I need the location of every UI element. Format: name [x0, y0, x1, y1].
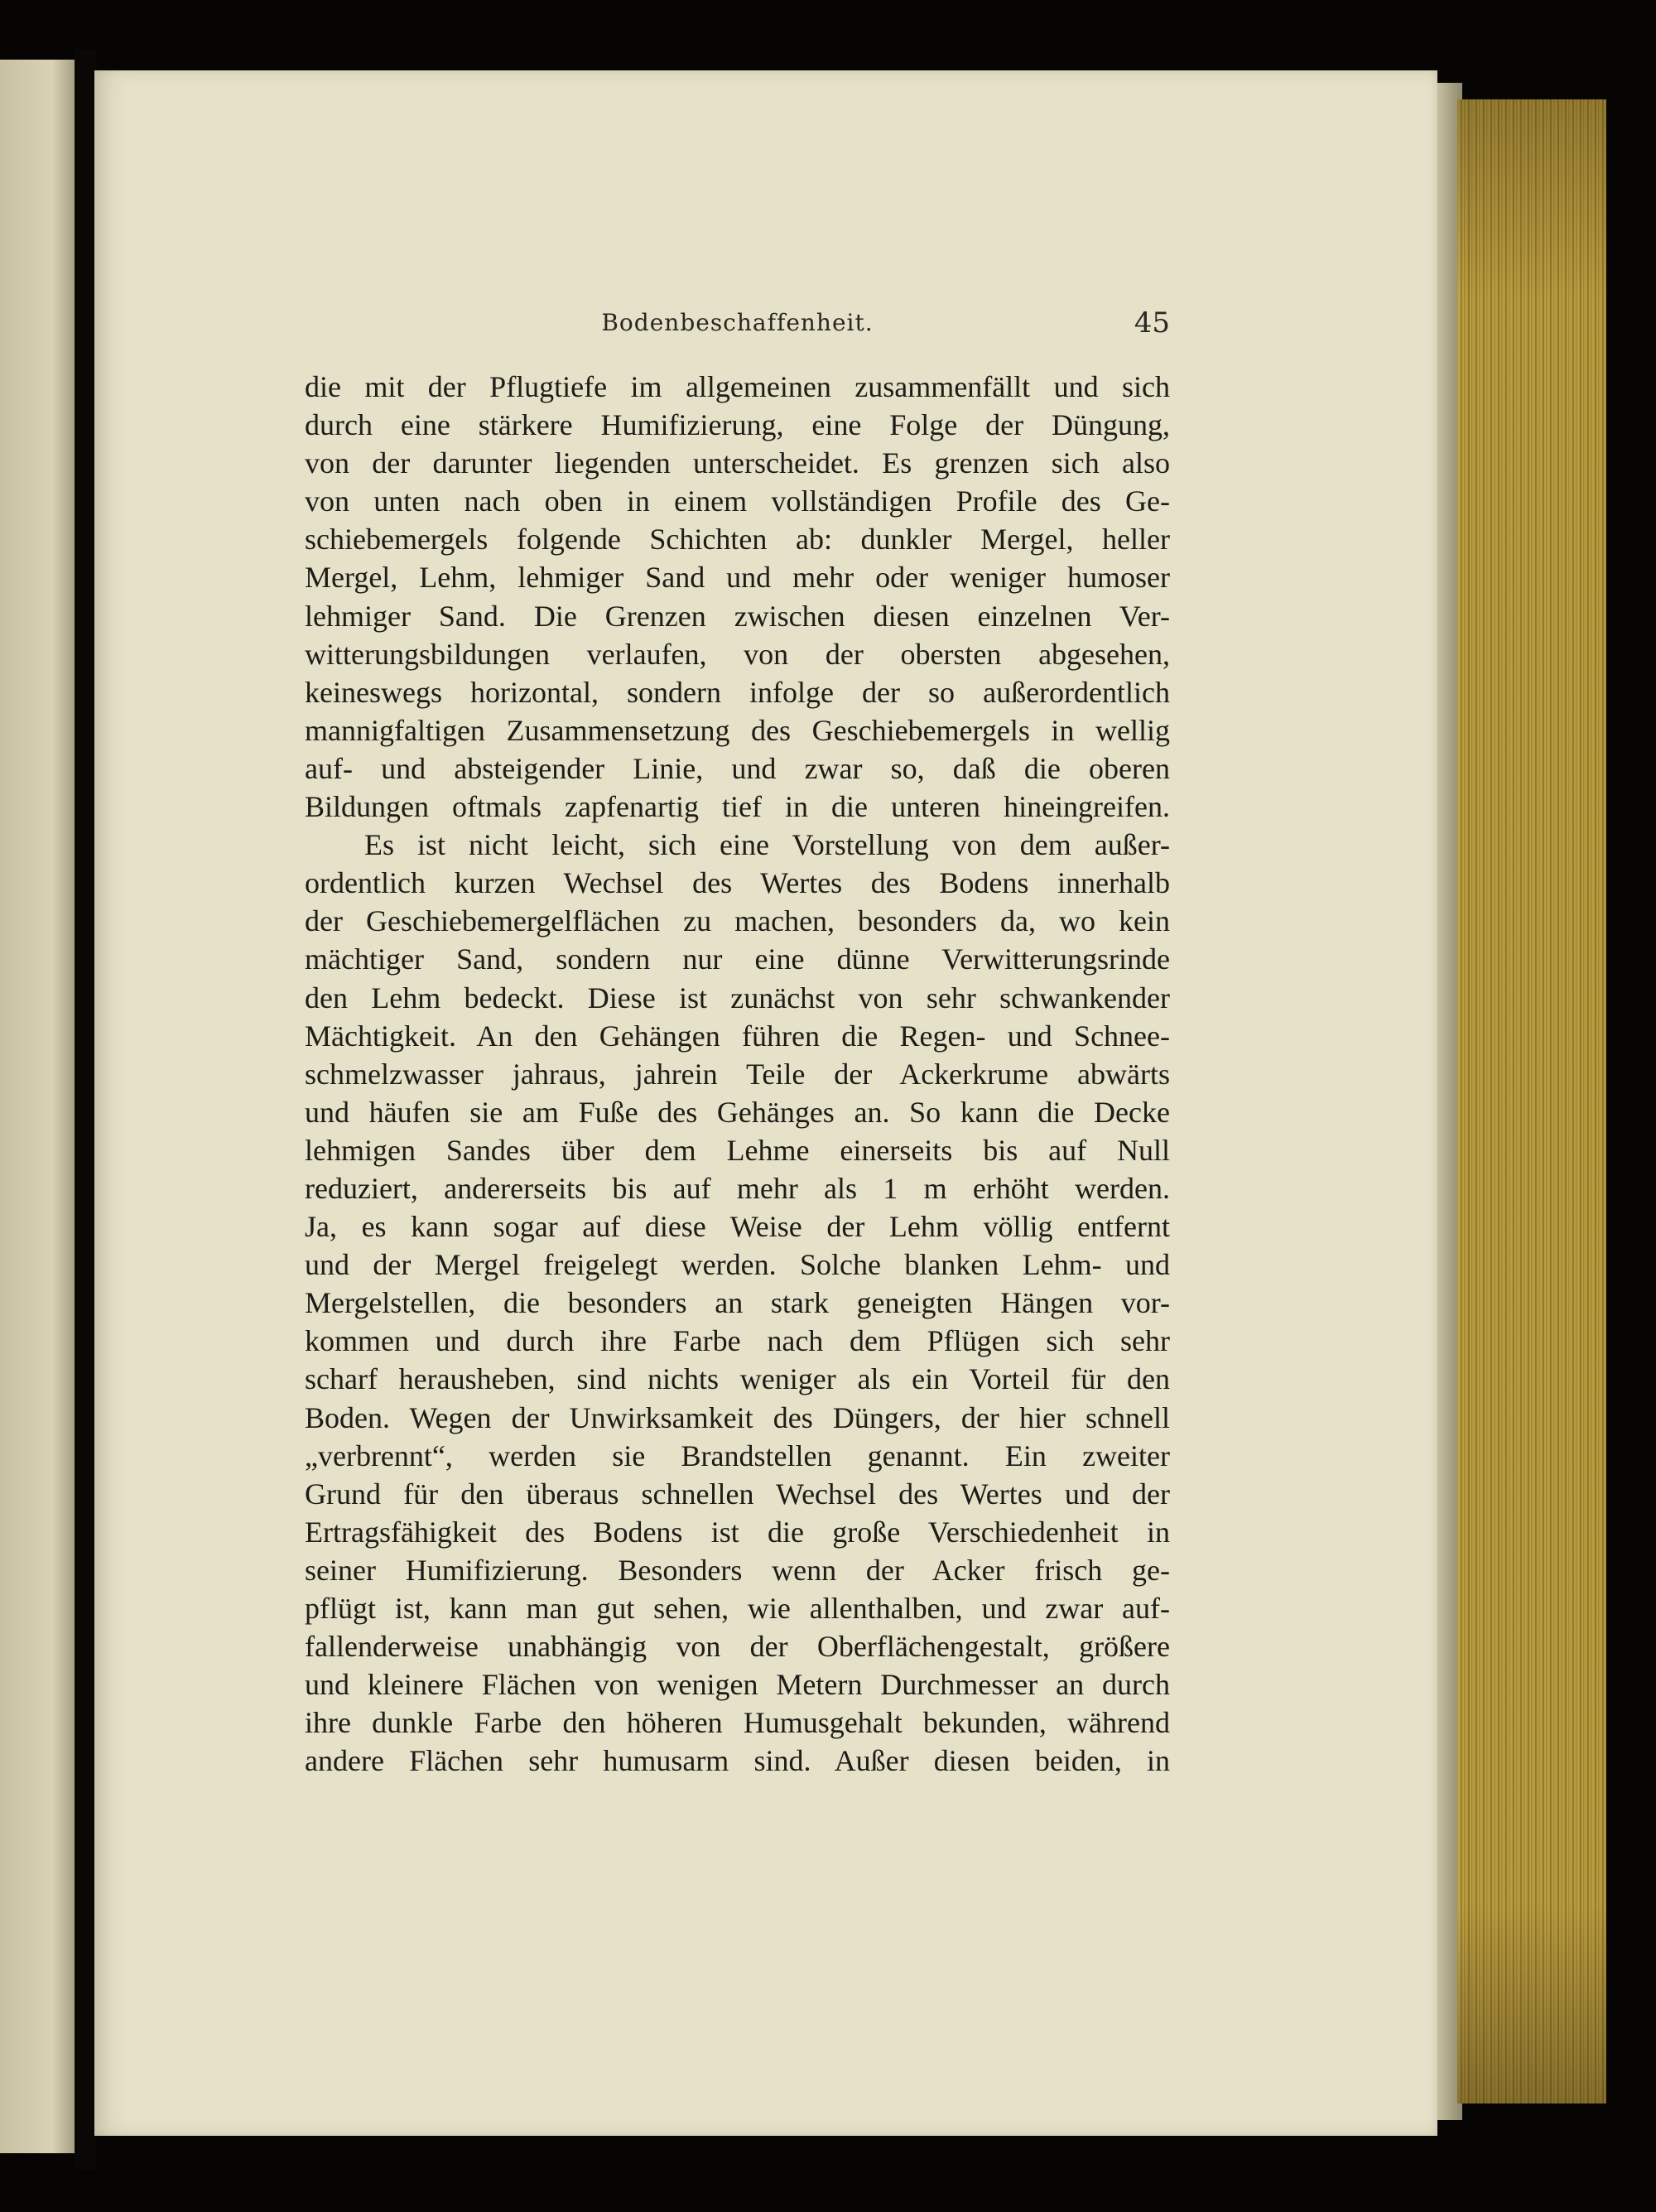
- text-line: und kleinere Flächen von wenigen Metern Durchmesser an durch: [305, 1668, 1170, 1702]
- text-line: pflügt ist, kann man gut sehen, wie allenthalben, und zwar auf-: [305, 1592, 1170, 1625]
- text-line: Mergel, Lehm, lehmiger Sand und mehr oder weniger humoser: [305, 561, 1170, 595]
- text-line: Es ist nicht leicht, sich eine Vorstellung von dem außer-: [364, 828, 1170, 862]
- text-line: ihre dunkle Farbe den höheren Humusgehalt bekunden, während: [305, 1706, 1170, 1740]
- text-line: der Geschiebemergelflächen zu machen, besonders da, wo kein: [305, 904, 1170, 938]
- text-line: von unten nach oben in einem vollständigen Profile des Ge-: [305, 484, 1170, 518]
- text-line: Bildungen oftmals zapfenartig tief in die unteren hineingreifen.: [305, 790, 1170, 824]
- text-line: und häufen sie am Fuße des Gehänges an. So kann die Decke: [305, 1095, 1170, 1129]
- left-page-edge: [0, 60, 75, 2153]
- text-line: den Lehm bedeckt. Diese ist zunächst von sehr schwankender: [305, 981, 1170, 1014]
- text-line: keineswegs horizontal, sondern infolge der so außerordentlich: [305, 675, 1170, 709]
- text-line: mächtiger Sand, sondern nur eine dünne Verwitterungsrinde: [305, 942, 1170, 976]
- text-line: Boden. Wegen der Unwirksamkeit des Düngers, der hier schnell: [305, 1400, 1170, 1434]
- text-line: von der darunter liegenden unterscheidet. Es grenzen sich also: [305, 446, 1170, 480]
- text-line: auf- und absteigender Linie, und zwar so, daß die oberen: [305, 751, 1170, 785]
- text-line: scharf herausheben, sind nichts weniger als ein Vorteil für den: [305, 1362, 1170, 1396]
- text-line: Mächtigkeit. An den Gehängen führen die Regen- und Schnee-: [305, 1019, 1170, 1053]
- text-line: schmelzwasser jahraus, jahrein Teile der Ackerkrume abwärts: [305, 1057, 1170, 1091]
- text-line: ordentlich kurzen Wechsel des Wertes des Bodens innerhalb: [305, 866, 1170, 900]
- text-line: kommen und durch ihre Farbe nach dem Pflügen sich sehr: [305, 1324, 1170, 1358]
- text-line: Mergelstellen, die besonders an stark geneigten Hängen vor-: [305, 1286, 1170, 1320]
- text-line: mannigfaltigen Zusammensetzung des Geschiebemergels in wellig: [305, 713, 1170, 747]
- text-line: lehmigen Sandes über dem Lehme einerseits bis auf Null: [305, 1133, 1170, 1167]
- text-line: fallenderweise unabhängig von der Oberflächengestalt, größere: [305, 1630, 1170, 1664]
- book-gutter: [75, 50, 96, 2170]
- text-line: die mit der Pflugtiefe im allgemeinen zusammenfällt und sich: [305, 370, 1170, 403]
- text-line: witterungsbildungen verlaufen, von der obersten abgesehen,: [305, 637, 1170, 671]
- text-line: und der Mergel freigelegt werden. Solche blanken Lehm- und: [305, 1248, 1170, 1282]
- text-line: lehmiger Sand. Die Grenzen zwischen diesen einzelnen Ver-: [305, 599, 1170, 633]
- body-text: [305, 368, 1170, 1780]
- text-line: Grund für den überaus schnellen Wechsel des Wertes und der: [305, 1477, 1170, 1511]
- text-line: „verbrennt“, werden sie Brandstellen genannt. Ein zweiter: [305, 1439, 1170, 1472]
- text-block-shadow: [1457, 99, 1606, 2104]
- running-head: [305, 306, 1170, 348]
- running-title: Bodenbeschaffenheit.: [601, 309, 874, 336]
- text-line: reduziert, andererseits bis auf mehr als 1 m erhöht werden.: [305, 1171, 1170, 1205]
- text-line: Ja, es kann sogar auf diese Weise der Lehm völlig entfernt: [305, 1210, 1170, 1244]
- page-number: 45: [1134, 306, 1170, 340]
- text-line: schiebemergels folgende Schichten ab: dunkler Mergel, heller: [305, 523, 1170, 557]
- text-line: Ertragsfähigkeit des Bodens ist die große Verschiedenheit in: [305, 1515, 1170, 1549]
- text-line: andere Flächen sehr humusarm sind. Außer diesen beiden, in: [305, 1744, 1170, 1778]
- text-line: durch eine stärkere Humifizierung, eine Folge der Düngung,: [305, 408, 1170, 442]
- text-line: seiner Humifizierung. Besonders wenn der Acker frisch ge-: [305, 1553, 1170, 1587]
